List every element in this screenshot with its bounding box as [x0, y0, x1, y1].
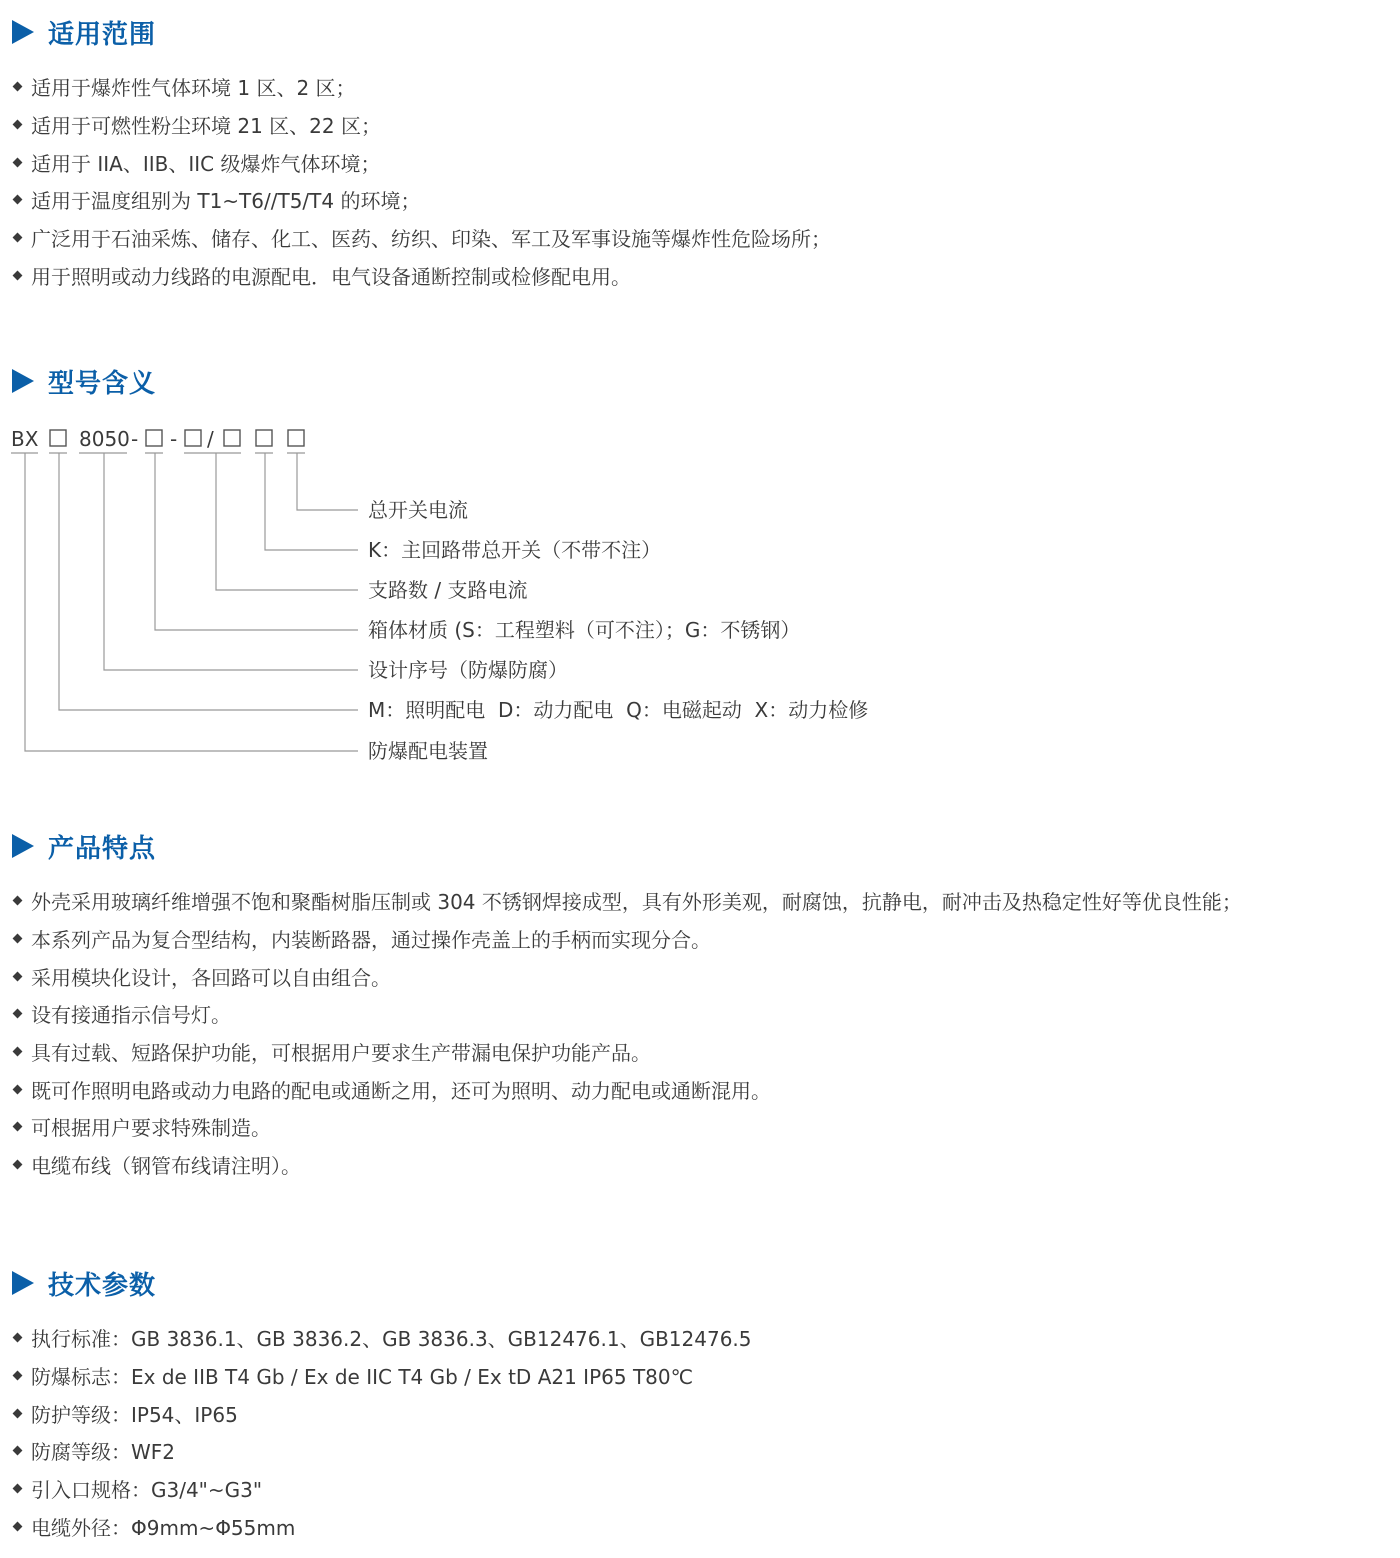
label-material: 箱体材质 (S：工程塑料（可不注）；G：不锈钢） [368, 618, 801, 642]
section-title-text: 适用范围 [48, 19, 157, 50]
section-title-model [12, 363, 156, 399]
diamond-bullet-icon [13, 157, 23, 167]
list-item: 外壳采用玻璃纤维增强不饱和聚酯树脂压制或 304 不锈钢焊接成型，具有外形美观，耐腐蚀，抗静电，耐冲击及热稳定性好等优良性能； [12, 882, 1242, 920]
connector-device [25, 453, 358, 751]
section-title-scope [12, 14, 156, 50]
code-box-3 [185, 430, 201, 446]
diamond-bullet-icon [13, 233, 23, 243]
list-item: 本系列产品为复合型结构，内装断路器，通过操作壳盖上的手柄而实现分合。 [12, 920, 1242, 958]
list-item: 用于照明或动力线路的电源配电．电气设备通断控制或检修配电用。 [12, 256, 831, 294]
specs-list [12, 1319, 752, 1545]
model-code-diagram [0, 410, 1000, 770]
connector-branch [216, 453, 358, 590]
scope-list [12, 68, 831, 294]
code-slash: / [207, 427, 214, 451]
label-total-current: 总开关电流 [368, 498, 468, 522]
label-device: 防爆配电装置 [368, 739, 488, 763]
diamond-bullet-icon [13, 270, 23, 280]
diamond-bullet-icon [13, 1371, 23, 1381]
list-item: 引入口规格：G3/4"~G3" [12, 1470, 752, 1508]
code-dash-1: - [131, 427, 139, 451]
section-title-features [12, 828, 156, 864]
list-item: 既可作照明电路或动力电路的配电或通断之用，还可为照明、动力配电或通断混用。 [12, 1070, 1242, 1108]
diamond-bullet-icon [13, 896, 23, 906]
connector-main-switch [265, 453, 358, 550]
diamond-bullet-icon [13, 1047, 23, 1057]
list-item: 广泛用于石油采炼、储存、化工、医药、纺织、印染、军工及军事设施等爆炸性危险场所； [12, 219, 831, 257]
connector-total-current [297, 453, 358, 510]
connector-design-no [104, 453, 358, 670]
diamond-bullet-icon [13, 1160, 23, 1170]
connector-material [155, 453, 358, 630]
list-item: 适用于温度组别为 T1~T6//T5/T4 的环境； [12, 181, 831, 219]
triangle-marker-icon [12, 20, 34, 44]
diamond-bullet-icon [13, 1521, 23, 1531]
diamond-bullet-icon [13, 195, 23, 205]
diamond-bullet-icon [13, 1084, 23, 1094]
code-prefix: BX [11, 427, 39, 451]
code-box-1 [50, 430, 66, 446]
section-title-text: 型号含义 [48, 368, 157, 399]
list-item: 设有接通指示信号灯。 [12, 995, 1242, 1033]
list-item: 防腐等级：WF2 [12, 1432, 752, 1470]
list-item: 防爆标志：Ex de IIB T4 Gb / Ex de IIC T4 Gb / Ex tD A21 IP65 T80℃ [12, 1357, 752, 1395]
label-usage: M：照明配电 D：动力配电 Q：电磁起动 X：动力检修 [368, 698, 869, 722]
diamond-bullet-icon [13, 1408, 23, 1418]
list-item: 可根据用户要求特殊制造。 [12, 1108, 1242, 1146]
diamond-bullet-icon [13, 120, 23, 130]
diamond-bullet-icon [13, 1122, 23, 1132]
diamond-bullet-icon [13, 82, 23, 92]
list-item: 具有过载、短路保护功能，可根据用户要求生产带漏电保护功能产品。 [12, 1033, 1242, 1071]
features-list [12, 882, 1242, 1184]
diamond-bullet-icon [13, 1484, 23, 1494]
list-item: 适用于 IIA、IIB、IIC 级爆炸气体环境； [12, 143, 831, 181]
list-item: 执行标准：GB 3836.1、GB 3836.2、GB 3836.3、GB12476.1、GB12476.5 [12, 1319, 752, 1357]
triangle-marker-icon [12, 369, 34, 393]
diamond-bullet-icon [13, 1446, 23, 1456]
code-box-2 [146, 430, 162, 446]
label-branch: 支路数 / 支路电流 [368, 578, 528, 602]
list-item: 电缆外径：Φ9mm~Φ55mm [12, 1507, 752, 1545]
diamond-bullet-icon [13, 934, 23, 944]
code-number: 8050 [79, 427, 130, 451]
list-item: 采用模块化设计，各回路可以自由组合。 [12, 957, 1242, 995]
triangle-marker-icon [12, 1271, 34, 1295]
code-dash-2: - [170, 427, 178, 451]
code-box-5 [256, 430, 272, 446]
code-box-6 [288, 430, 304, 446]
list-item: 电缆布线（钢管布线请注明）。 [12, 1146, 1242, 1184]
label-design-no: 设计序号（防爆防腐） [368, 658, 568, 682]
triangle-marker-icon [12, 834, 34, 858]
diamond-bullet-icon [13, 1009, 23, 1019]
diamond-bullet-icon [13, 971, 23, 981]
diamond-bullet-icon [13, 1333, 23, 1343]
label-main-switch: K：主回路带总开关（不带不注） [368, 538, 662, 562]
list-item: 适用于爆炸性气体环境 1 区、2 区； [12, 68, 831, 106]
code-box-4 [224, 430, 240, 446]
section-title-specs [12, 1265, 156, 1301]
list-item: 防护等级：IP54、IP65 [12, 1394, 752, 1432]
list-item: 适用于可燃性粉尘环境 21 区、22 区； [12, 106, 831, 144]
section-title-text: 技术参数 [48, 1270, 157, 1301]
section-title-text: 产品特点 [48, 833, 157, 864]
